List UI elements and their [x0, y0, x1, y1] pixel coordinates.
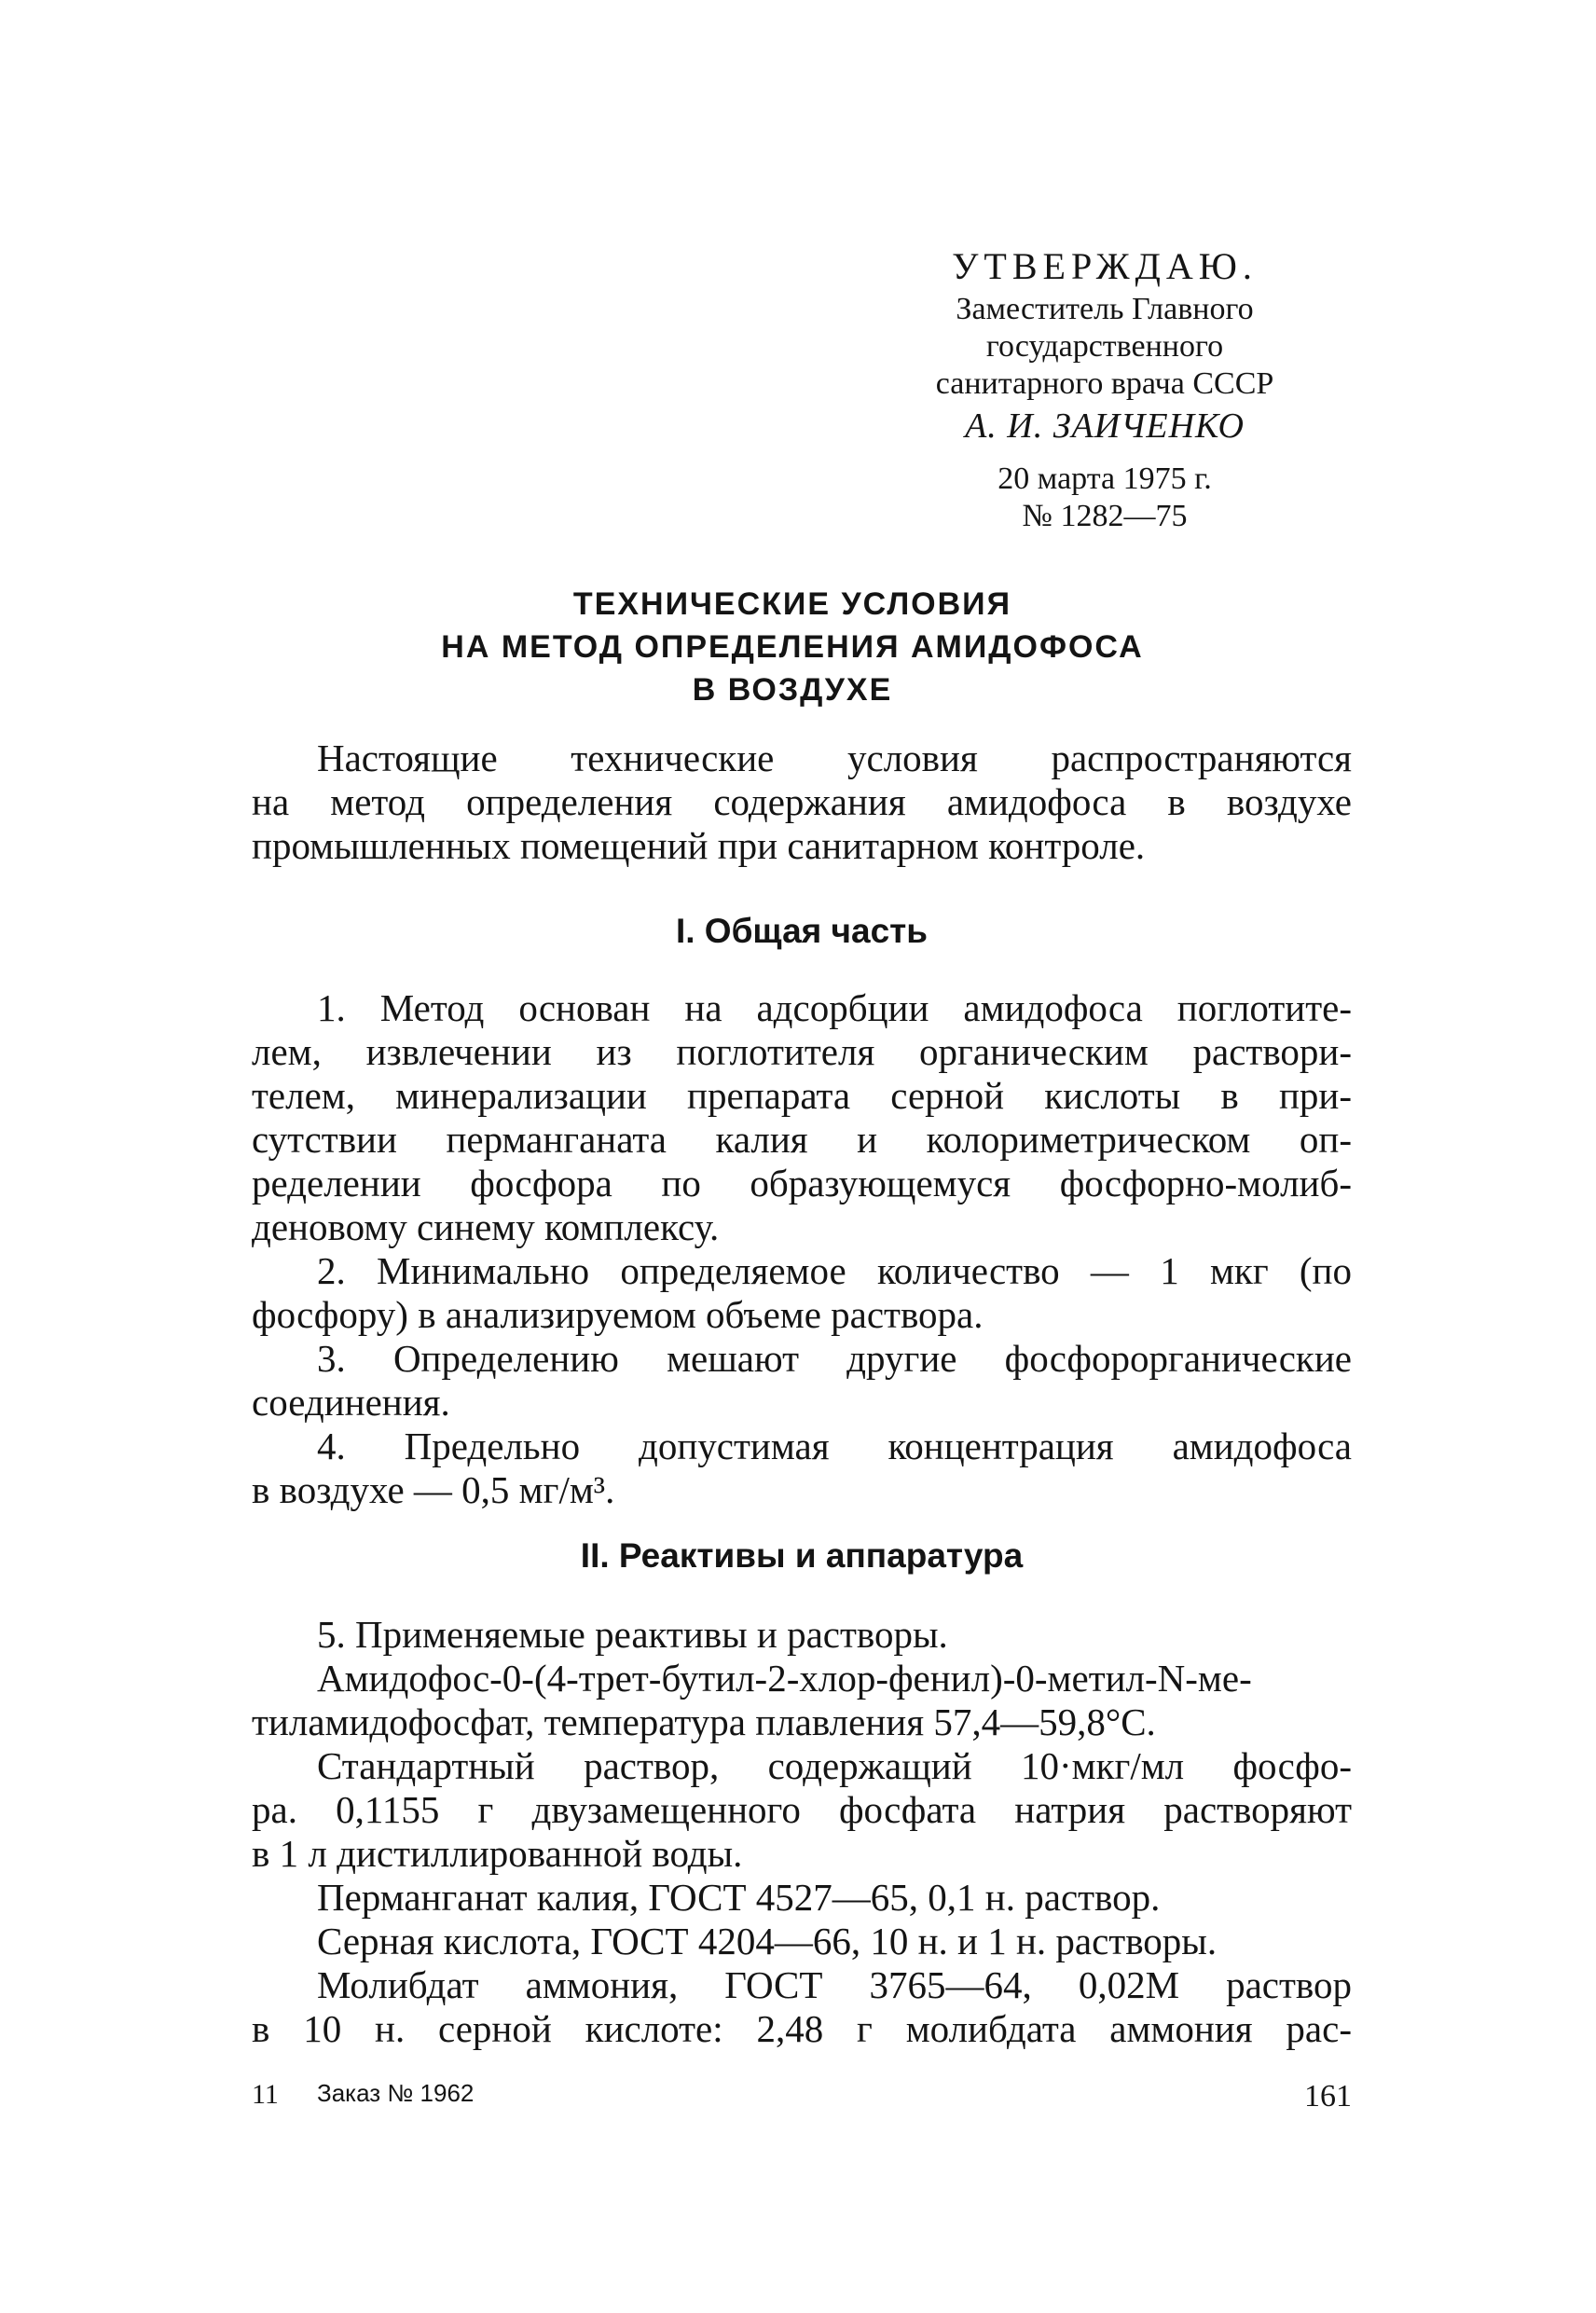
page-footer	[252, 2079, 1352, 2116]
title-line: ТЕХНИЧЕСКИЕ УСЛОВИЯ	[572, 586, 1012, 622]
text-line: лем, извлечении из поглотителя органическим раствори-	[252, 1030, 1352, 1073]
text-line: тиламидофосфат, температура плавления 57,4—59,8°С.	[252, 1700, 1156, 1743]
text-line: сутствии перманганата калия и колориметрическом оп-	[252, 1118, 1352, 1161]
intro-paragraph	[252, 737, 1352, 868]
sheet-number: 11	[252, 2079, 279, 2110]
approval-date: 20 марта 1975 г.	[998, 461, 1212, 496]
text-line: 4. Предельно допустимая концентрация амидофоса	[317, 1425, 1352, 1467]
section-heading-general: I. Общая часть	[675, 912, 929, 950]
text-line: Амидофос-0-(4-трет-бутил-2-хлор-фенил)-0-метил-N-ме-	[317, 1657, 1252, 1700]
text-line: ределении фосфора по образующемуся фосфорно-молиб-	[252, 1162, 1352, 1205]
text-line: Перманганат калия, ГОСТ 4527—65, 0,1 н. раствор.	[317, 1876, 1161, 1919]
text-line: фосфору) в анализируемом объеме раствора.	[252, 1293, 984, 1336]
approval-heading: УТВЕРЖДАЮ.	[952, 245, 1258, 287]
approval-number: № 1282—75	[1022, 499, 1188, 533]
order-number: Заказ № 1962	[317, 2079, 475, 2107]
text-line: 5. Применяемые реактивы и растворы.	[317, 1613, 948, 1656]
text-line: в воздухе — 0,5 мг/м³.	[252, 1468, 615, 1511]
text-line: ра. 0,1155 г двузамещенного фосфата натрия растворяют	[252, 1788, 1352, 1831]
approver-name: А. И. ЗАИЧЕНКО	[965, 406, 1245, 446]
section-heading-reagents: II. Реактивы и аппаратура	[580, 1536, 1024, 1575]
text-line: 2. Минимально определяемое количество — 1 мкг (по	[317, 1249, 1352, 1292]
text-line: 1. Метод основан на адсорбции амидофоса поглотите-	[317, 986, 1352, 1029]
text-line: Настоящие технические условия распространяются	[317, 737, 1352, 779]
text-line: деновому синему комплексу.	[252, 1205, 720, 1248]
page-number: 161	[1304, 2079, 1352, 2113]
text-line: Стандартный раствор, содержащий 10·мкг/мл фосфо-	[317, 1744, 1352, 1787]
text-line: на метод определения содержания амидофоса в воздухе	[252, 780, 1352, 823]
text-line: Серная кислота, ГОСТ 4204—66, 10 н. и 1 н. растворы.	[317, 1920, 1218, 1962]
approver-position-line: санитарного врача СССР	[935, 366, 1274, 401]
title-line: НА МЕТОД ОПРЕДЕЛЕНИЯ АМИДОФОСА	[441, 629, 1144, 665]
text-line: телем, минерализации препарата серной кислоты в при-	[252, 1074, 1352, 1117]
section-body-general	[252, 986, 1352, 1512]
text-line: 3. Определению мешают другие фосфорорганические	[317, 1337, 1352, 1380]
text-line: соединения.	[252, 1381, 450, 1424]
section-body-reagents	[252, 1613, 1352, 2051]
approval-block	[886, 244, 1324, 535]
text-line: в 1 л дистиллированной воды.	[252, 1832, 743, 1875]
title-line: В ВОЗДУХЕ	[692, 672, 893, 708]
text-line: в 10 н. серной кислоте: 2,48 г молибдата аммония рас-	[252, 2007, 1352, 2050]
approver-position-line: государственного	[985, 329, 1224, 364]
text-line: промышленных помещений при санитарном контроле.	[252, 824, 1146, 867]
approver-position-line: Заместитель Главного	[956, 292, 1254, 326]
document-title	[233, 583, 1352, 711]
text-line: Молибдат аммония, ГОСТ 3765—64, 0,02М раствор	[317, 1963, 1352, 2006]
